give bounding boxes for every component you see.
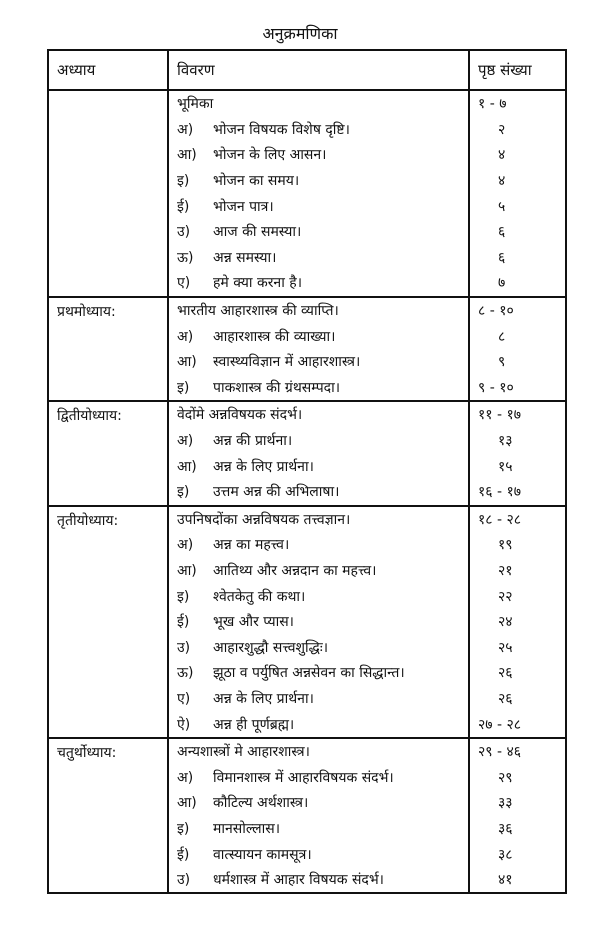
item-marker: अ) [177,537,194,554]
item-marker: आ) [177,458,197,475]
item-text: भोजन के लिए आसन। [213,147,327,164]
item-marker: ई) [177,198,190,215]
item-text: धर्मशास्त्र में आहार विषयक संदर्भ। [213,872,384,889]
item-text: अन्न की प्रार्थना। [213,433,293,450]
page-number: ३६ [498,820,513,837]
item-text: झूठा व पर्युषित अन्नसेवन का सिद्धान्त। [213,665,405,682]
header-chapter: अध्याय [48,50,168,90]
list-item [168,323,469,349]
list-item [168,532,469,558]
chapter-name: प्रथमोध्याय: [48,297,168,401]
item-text: अन्न ही पूर्णब्रह्म। [213,716,295,733]
page-number: ९ [498,354,506,371]
item-marker: ई) [177,846,190,863]
item-text: स्वास्थ्यविज्ञान में आहारशास्त्र। [213,354,361,371]
item-text: भूख और प्यास। [213,614,294,631]
page-number: २६ [498,665,513,682]
item-text: मानसोल्लास। [213,820,281,837]
header-page: पृष्ठ संख्या [469,50,566,90]
list-item [168,816,469,842]
chapter-name: तृतीयोध्याय: [48,506,168,738]
item-marker: आ) [177,354,197,371]
contents-table [47,49,567,894]
header-description: विवरण [168,50,469,90]
item-marker: उ) [177,639,191,656]
list-item [168,479,469,506]
page-number: ४ [498,173,506,190]
item-marker: ऊ) [177,665,194,682]
list-item [168,270,469,297]
page-number: ८ [498,328,506,345]
chapter-section [48,738,566,894]
list-item [168,142,469,168]
item-text: उत्तम अन्न की अभिलाषा। [213,484,340,501]
page-range: १८ - २८ [469,506,566,533]
table-row [48,297,566,324]
list-item [168,428,469,454]
page-range: ८ - १० [469,297,566,324]
page-number: २१ [498,562,513,579]
page-number: २६ [498,690,513,707]
table-row [48,506,566,533]
page-number: १३ [498,433,513,450]
page-number: १५ [498,458,513,475]
section-heading: भूमिका [168,90,469,117]
page-number: १६ - १७ [478,484,522,501]
item-text: वात्स्यायन कामसूत्र। [213,846,312,863]
item-text: विमानशास्त्र में आहारविषयक संदर्भ। [213,769,394,786]
item-marker: अ) [177,433,194,450]
page-range: ११ - १७ [469,401,566,428]
list-item [168,867,469,894]
list-item [168,349,469,375]
list-item [168,219,469,245]
item-marker: उ) [177,872,191,889]
page-range: २९ - ४६ [469,738,566,765]
list-item [168,609,469,635]
list-item [168,375,469,402]
page-number: ४ [498,147,506,164]
page-number: २४ [498,614,513,631]
page-number: ४१ [498,872,513,889]
list-item [168,168,469,194]
page-number: २७ - २८ [478,716,522,733]
list-item [168,660,469,686]
item-marker: अ) [177,121,194,138]
item-text: अन्न के लिए प्रार्थना। [213,690,314,707]
item-text: पाकशास्त्र की ग्रंथसम्पदा। [213,379,341,396]
item-marker: उ) [177,224,191,241]
page-number: ६ [498,224,506,241]
item-text: श्वेतकेतु की कथा। [213,588,306,605]
header-row [48,50,566,90]
page-range: १ - ७ [469,90,566,117]
chapter-section [48,401,566,505]
table-row [48,401,566,428]
item-text: कौटिल्य अर्थशास्त्र। [213,795,309,812]
list-item [168,634,469,660]
page-number: ३८ [498,846,513,863]
chapter-name: द्वितीयोध्याय: [48,401,168,505]
section-heading: उपनिषदोंका अन्नविषयक तत्त्वज्ञान। [168,506,469,533]
item-marker: आ) [177,562,197,579]
item-text: आतिथ्य और अन्नदान का महत्त्व। [213,562,377,579]
item-text: अन्न के लिए प्रार्थना। [213,458,314,475]
page-number: ७ [498,275,506,292]
page-number: ६ [498,249,506,266]
page-number: ९ - १० [478,379,514,396]
page-number: २५ [498,639,513,656]
page-number: १९ [498,537,513,554]
table-row [48,90,566,117]
list-item [168,193,469,219]
item-marker: ए) [177,275,191,292]
item-marker: अ) [177,328,194,345]
list-item [168,686,469,712]
page-number: ५ [498,198,506,215]
item-marker: ऐ) [177,716,191,733]
item-marker: आ) [177,147,197,164]
list-item [168,583,469,609]
page-title: अनुक्रमणिका [262,24,338,43]
list-item [168,841,469,867]
section-heading: वेदोंमे अन्नविषयक संदर्भ। [168,401,469,428]
item-marker: इ) [177,484,190,501]
list-item [168,790,469,816]
section-heading: भारतीय आहारशास्त्र की व्याप्ति। [168,297,469,324]
item-text: आहारशास्त्र की व्याख्या। [213,328,336,345]
item-marker: इ) [177,379,190,396]
chapter-name: चतुर्थोध्याय: [48,738,168,894]
item-text: आहारशुद्धौ सत्त्वशुद्धिः। [213,639,328,656]
table-row [48,738,566,765]
chapter-section [48,90,566,297]
chapter-section [48,297,566,401]
item-marker: इ) [177,820,190,837]
page-number: २ [498,121,506,138]
page-number: २९ [498,769,513,786]
chapter-name [48,90,168,297]
section-heading: अन्यशास्त्रों मे आहारशास्त्र। [168,738,469,765]
list-item [168,453,469,479]
item-marker: अ) [177,769,194,786]
item-text: भोजन विषयक विशेष दृष्टि। [213,121,350,138]
item-text: हमे क्या करना है। [213,275,303,292]
list-item [168,764,469,790]
item-text: आज की समस्या। [213,224,302,241]
item-marker: ए) [177,690,191,707]
item-marker: ई) [177,614,190,631]
item-text: भोजन का समय। [213,173,300,190]
list-item [168,711,469,738]
list-item [168,245,469,271]
item-marker: आ) [177,795,197,812]
list-item [168,117,469,143]
chapter-section [48,506,566,738]
page-number: ३३ [498,795,513,812]
item-text: अन्न समस्या। [213,249,277,266]
page-number: २२ [498,588,513,605]
item-marker: ऊ) [177,249,194,266]
item-marker: इ) [177,173,190,190]
item-text: भोजन पात्र। [213,198,274,215]
item-marker: इ) [177,588,190,605]
item-text: अन्न का महत्त्व। [213,537,290,554]
list-item [168,558,469,584]
